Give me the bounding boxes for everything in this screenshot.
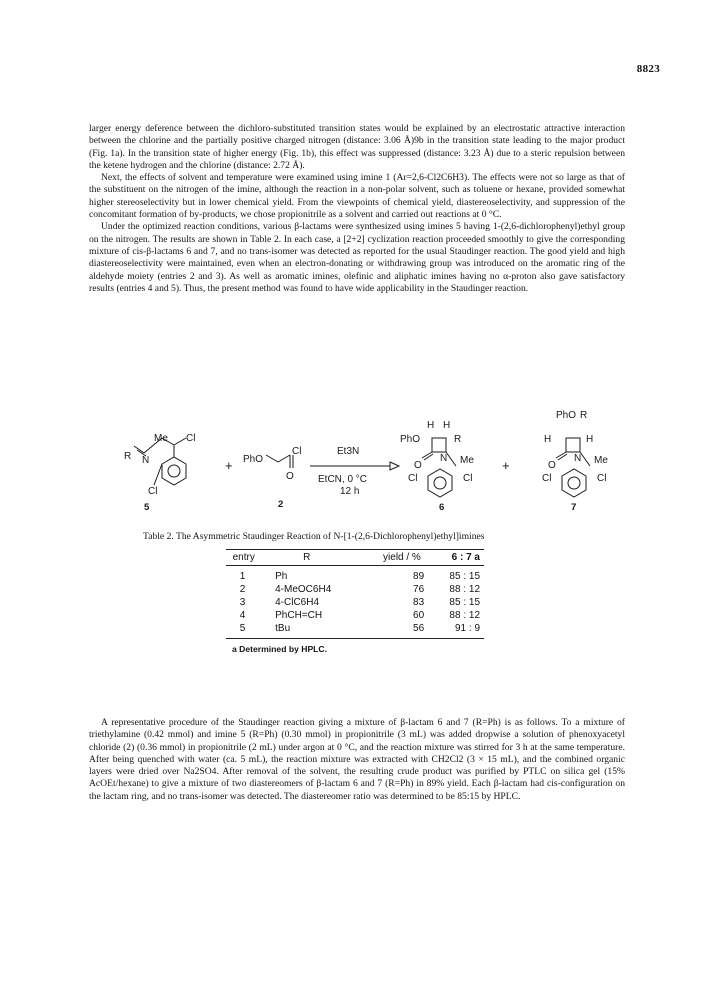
table-body [226, 566, 484, 639]
imine-n: N [142, 455, 150, 466]
cell-entry: 3 [239, 597, 246, 608]
page-number: 8823 [636, 63, 660, 75]
cell-entry: 1 [239, 571, 246, 582]
table-row [226, 596, 484, 609]
product-6-structure [400, 420, 474, 513]
p6-r: R [454, 434, 462, 445]
cell-ratio: 85 : 15 [449, 571, 481, 582]
p7-n: N [574, 453, 582, 464]
p6-cl-right: Cl [463, 473, 473, 484]
acid-chloride-structure [243, 446, 301, 510]
cell-yield: 76 [413, 584, 425, 595]
reaction-scheme [110, 410, 660, 522]
paragraph-2: Next, the effects of solvent and temperature were examined using imine 1 (Ar=2,6-Cl2C6H3). The effects were not so large as that of the substituent on the nitrogen of the imine, although the reaction in a non-polar solvent, such as toluene or hexane, provided somewhat higher stereoselectivity but in lower chemical yield. From the viewpoints of chemical yield, diastereoselectivity, and suppression of the concomitant formation of by-products, we chose propionitrile as a solvent and carried out reactions at 0 °C. [89, 172, 625, 221]
p7-r: R [580, 410, 588, 421]
p6-n: N [440, 453, 448, 464]
table-footnote: a Determined by HPLC. [232, 644, 328, 654]
results-table [226, 549, 484, 654]
cell-r: 4-ClC6H4 [275, 597, 320, 608]
imine-label: 5 [144, 502, 150, 513]
solvent-label: EtCN, 0 °C [318, 474, 368, 485]
reaction-arrow [310, 446, 399, 497]
acid-o: O [286, 471, 294, 482]
header-ratio: 6 : 7 a [451, 552, 480, 563]
header-r: R [303, 552, 311, 563]
p7-me: Me [594, 455, 608, 466]
header-yield: yield / % [383, 552, 421, 563]
cell-ratio: 88 : 12 [449, 584, 481, 595]
p7-pho: PhO [556, 410, 577, 421]
paragraph-3: Under the optimized reaction conditions, various β-lactams were synthesized using imines 5 having 1-(2,6-dichlorophenyl)ethyl group on the nitrogen. The results are shown in Table 2. In each case, a [2+2] cyclization reaction proceeded smoothly to give the corresponding mixture of cis-β-lactams 6 and 7, and no trans-isomer was detected as reported for the usual Staudinger reaction. The good yield and high diastereoselectivity were maintained, even when an electron-donating or withdrawing group was introduced on the aromatic ring of the aldehyde moiety (entries 2 and 3). As well as aromatic imines, olefinic and aliphatic imines having no α-proton also gave satisfactory results (entries 4 and 5). Thus, the present method was found to have wide applicability in the Staudinger reaction. [89, 221, 625, 294]
cell-r: Ph [275, 571, 288, 582]
p7-cl-left: Cl [542, 473, 552, 484]
plus-sign-1: + [225, 458, 233, 473]
intro-text [89, 123, 625, 295]
p7-h2: H [586, 434, 594, 445]
p6-cl-left: Cl [408, 473, 418, 484]
cell-yield: 83 [413, 597, 425, 608]
cell-yield: 56 [413, 623, 425, 634]
p6-h2: H [443, 420, 451, 431]
cell-entry: 5 [239, 623, 246, 634]
experimental-paragraph: A representative procedure of the Staudinger reaction giving a mixture of β-lactam 6 and 7 (R=Ph) is as follows. To a mixture of triethylamine (0.42 mmol) and imine 5 (R=Ph) (0.30 mmol) in propionitrile (3 mL) was added dropwise a solution of phenoxyacetyl chloride (2) (0.36 mmol) in propionitrile (2 mL) under argon at 0 °C, and the reaction mixture was stirred for 3 h at the same temperature. After being quenched with water (ca. 5 mL), the reaction mixture was extracted with CH2Cl2 (3 × 15 mL), and the combined organic layers were dried over Na2SO4. After removal of the solvent, the resulting crude product was purified by PTLC on silica gel (15% AcOEt/hexane) to give a mixture of two diastereomers of β-lactam 6 and 7 (R=Ph) in 89% yield. Each β-lactam had cis-configuration on the lactam ring, and no trans-isomer was detected. The diastereomer ratio was determined to be 85:15 by HPLC. [89, 717, 625, 802]
imine-cl-top: Cl [186, 433, 196, 444]
imine-cl-bottom: Cl [148, 486, 158, 497]
p7-h1: H [544, 434, 552, 445]
cell-r: PhCH=CH [275, 610, 323, 621]
imine-r: R [124, 451, 132, 462]
p7-cl-right: Cl [597, 473, 607, 484]
cell-yield: 60 [413, 610, 425, 621]
cell-entry: 4 [239, 610, 246, 621]
acid-cl: Cl [292, 446, 302, 457]
cell-ratio: 91 : 9 [454, 623, 481, 634]
acid-pho: PhO [243, 454, 264, 465]
p6-o: O [414, 460, 422, 471]
paragraph-1: larger energy deference between the dichloro-substituted transition states would be explained by an electrostatic attractive interaction between the chlorine and the partially positive charged nitrogen (distance: 3.06 Å)9b in the transition state leading to the major product (Fig. 1a). In the transition state of higher energy (Fig. 1b), this effect was suppressed (distance: 3.23 Å) due to a steric repulsion between the ketene hydrogen and the chlorine (distance: 2.72 Å). [89, 123, 625, 171]
time-label: 12 h [340, 486, 360, 497]
table-caption: Table 2. The Asymmetric Staudinger Reaction of N-[1-(2,6-Dichlorophenyl)ethyl]imines [143, 531, 485, 542]
p6-me: Me [460, 455, 474, 466]
plus-sign-2: + [502, 458, 510, 473]
p7-label: 7 [571, 502, 577, 513]
header-entry: entry [232, 552, 255, 563]
p7-o: O [548, 460, 556, 471]
experimental-text [89, 717, 625, 803]
cell-ratio: 85 : 15 [449, 597, 481, 608]
reagent-label: Et3N [337, 446, 360, 457]
imine-structure [124, 433, 195, 513]
table-row [226, 570, 484, 583]
cell-entry: 2 [239, 584, 246, 595]
cell-r: 4-MeOC6H4 [275, 584, 332, 595]
p6-h1: H [427, 420, 435, 431]
cell-ratio: 88 : 12 [449, 610, 481, 621]
cell-r: tBu [275, 623, 291, 634]
imine-me: Me [154, 433, 168, 444]
p6-label: 6 [439, 502, 445, 513]
table-row [226, 583, 484, 596]
acid-label: 2 [278, 499, 284, 510]
table-row [226, 609, 484, 622]
product-7-structure [542, 410, 608, 513]
p6-pho: PhO [400, 434, 421, 445]
table-row [226, 622, 484, 635]
cell-yield: 89 [413, 571, 425, 582]
table-header-row [226, 549, 484, 566]
